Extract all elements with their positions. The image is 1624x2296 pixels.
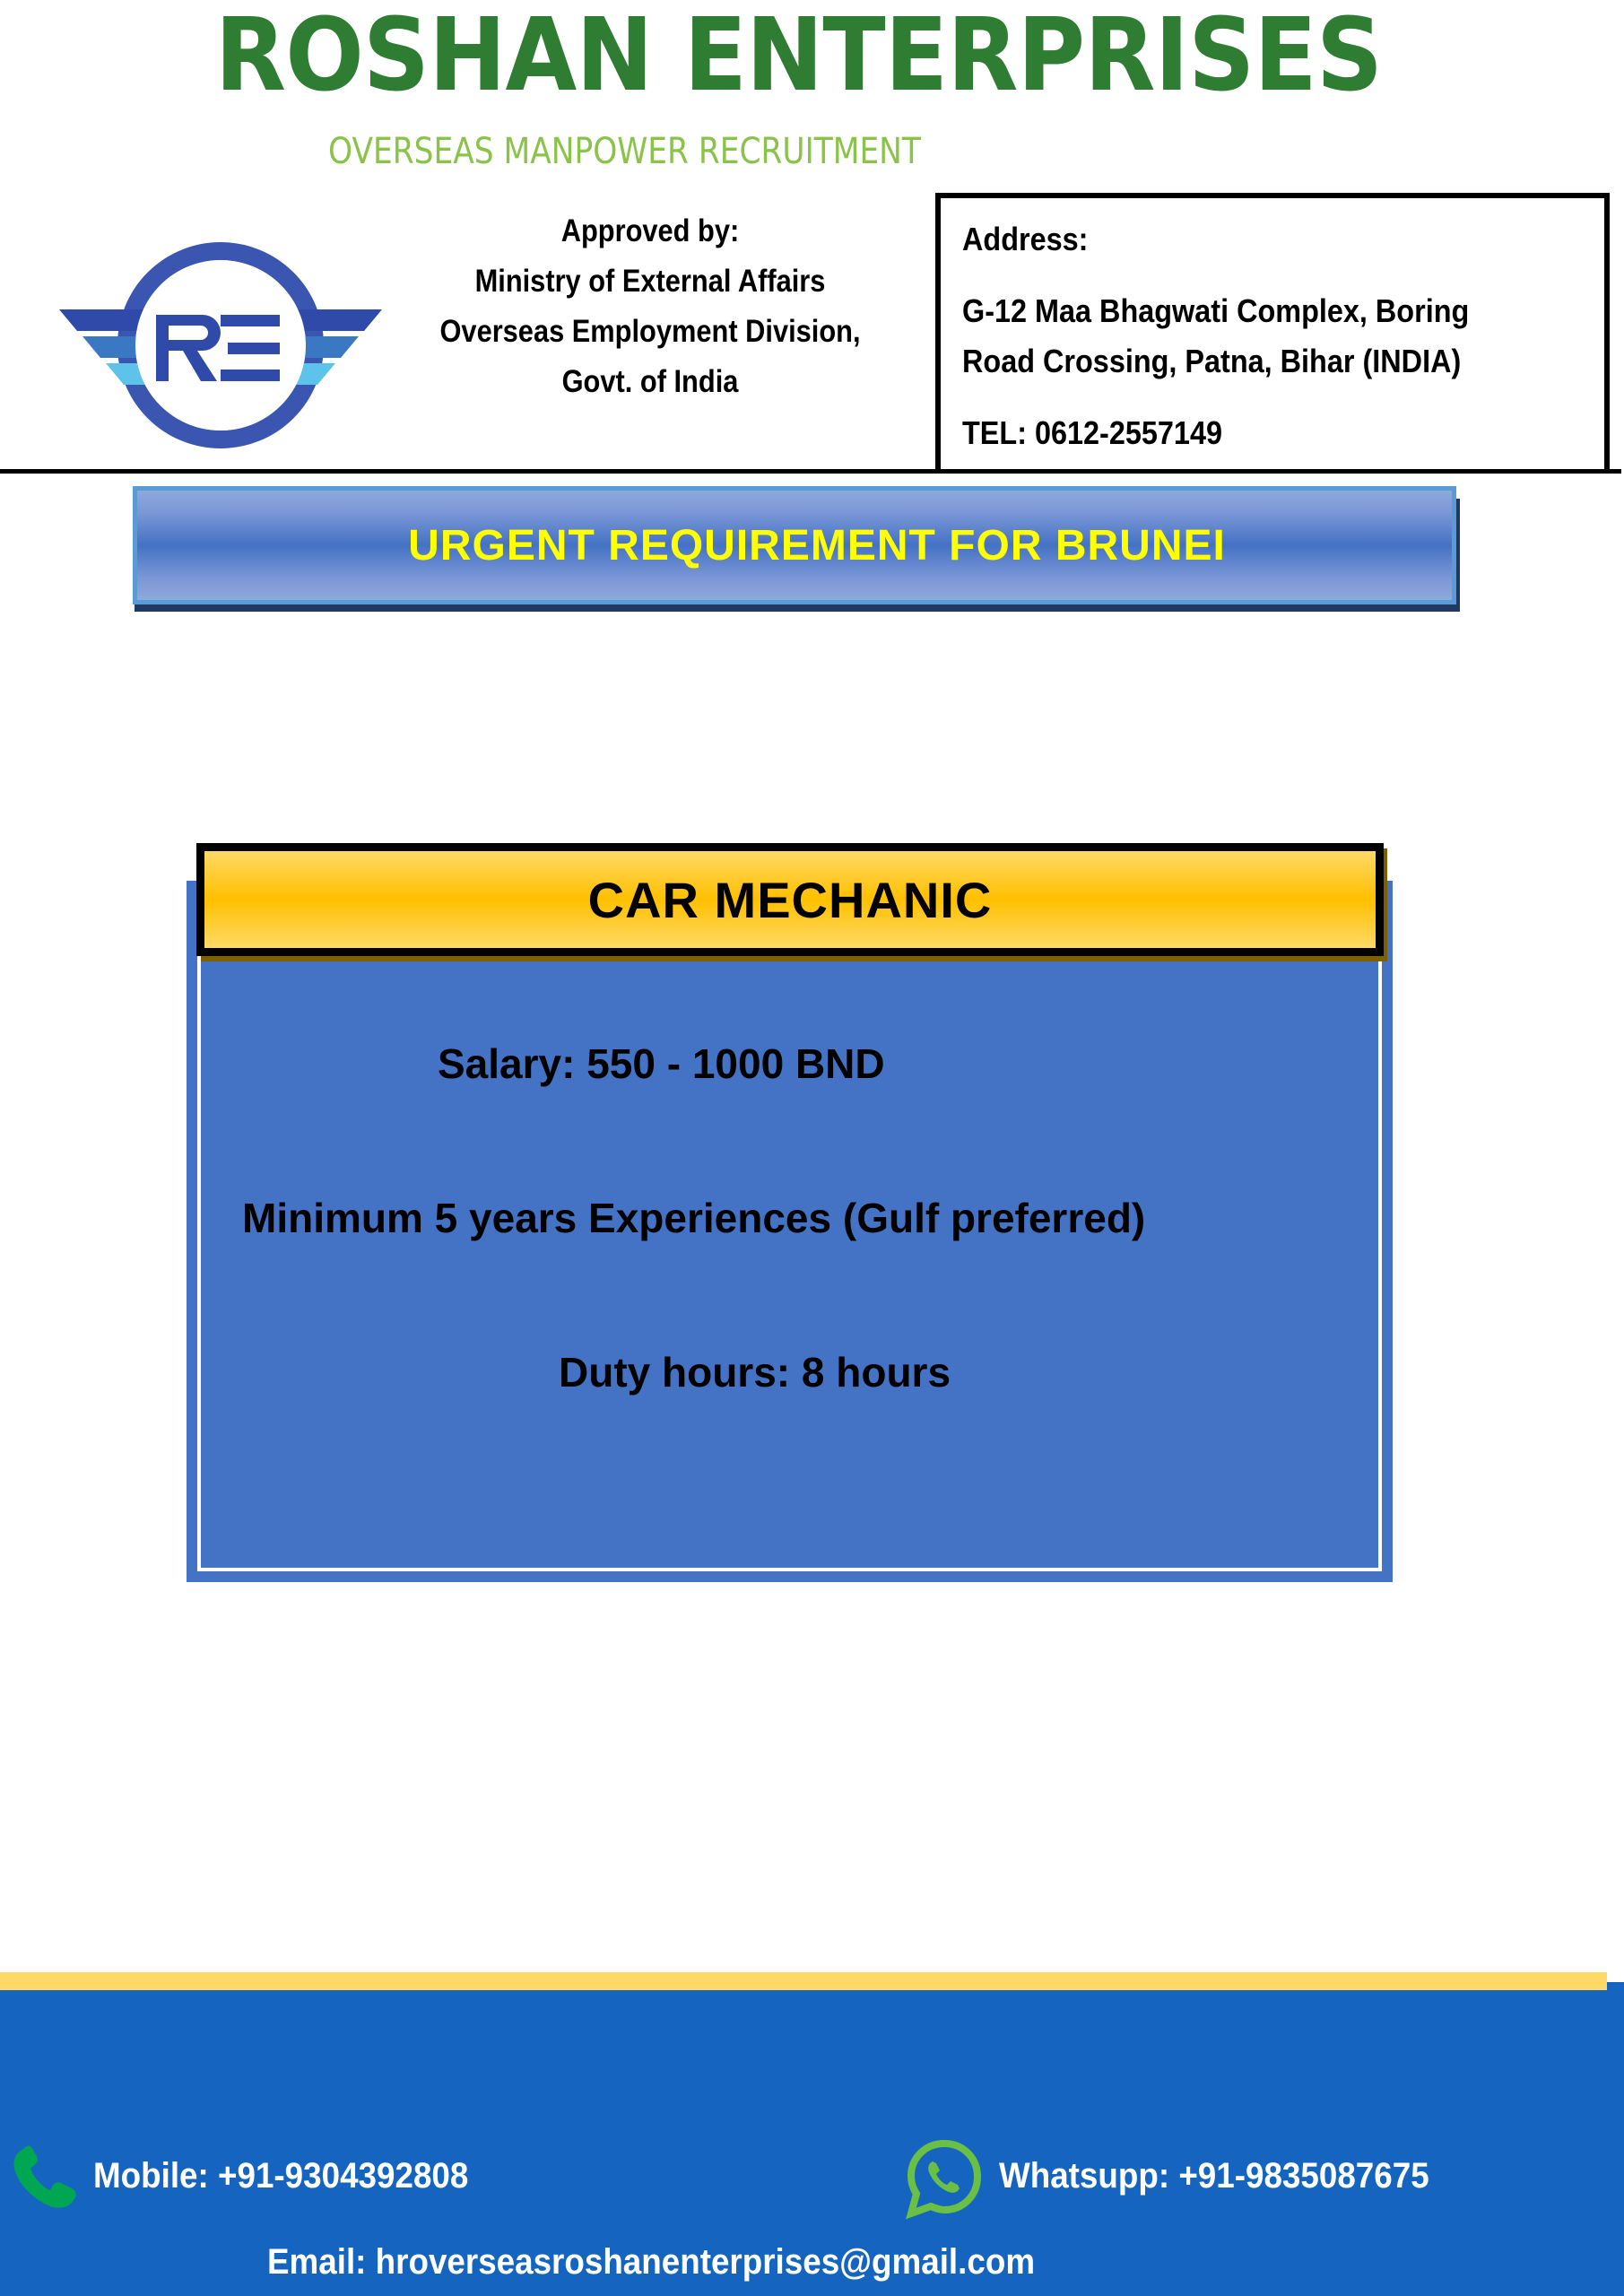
company-logo xyxy=(59,238,382,453)
approved-line: Ministry of External Affairs xyxy=(474,264,826,299)
phone-icon xyxy=(11,2144,83,2211)
urgent-banner xyxy=(133,486,1456,604)
address-line-2: Road Crossing, Patna, Bihar (INDIA) xyxy=(962,343,1462,379)
approved-label: Approved by: xyxy=(560,213,740,248)
re-logo-icon xyxy=(59,238,382,453)
approved-line: Overseas Employment Division, xyxy=(439,314,861,349)
company-tagline: OVERSEAS MANPOWER RECRUITMENT xyxy=(328,131,921,172)
salary: Salary: 550 - 1000 BND xyxy=(438,1040,885,1087)
company-name: ROSHAN ENTERPRISES xyxy=(214,0,1383,114)
duty-hours: Duty hours: 8 hours xyxy=(559,1349,951,1396)
mobile-number[interactable]: Mobile: +91-9304392808 xyxy=(93,2156,469,2196)
approved-line: Govt. of India xyxy=(561,364,739,399)
header-divider xyxy=(0,469,1621,474)
address-label: Address: xyxy=(962,221,1089,257)
banner-text: URGENT REQUIREMENT FOR BRUNEI xyxy=(408,521,1226,570)
address-box xyxy=(935,193,1610,471)
job-title: CAR MECHANIC xyxy=(587,871,993,928)
telephone: TEL: 0612-2557149 xyxy=(962,414,1222,451)
email-address[interactable]: Email: hroverseasroshanenterprises@gmail.com xyxy=(267,2242,1036,2282)
footer-stripe xyxy=(0,1972,1607,1990)
whatsapp-icon xyxy=(904,2136,985,2222)
address-line-1: G-12 Maa Bhagwati Complex, Boring xyxy=(962,292,1470,329)
approval-block xyxy=(395,206,906,407)
experience-requirement: Minimum 5 years Experiences (Gulf preferred) xyxy=(242,1195,1146,1241)
whatsapp-number[interactable]: Whatsupp: +91-9835087675 xyxy=(999,2156,1429,2196)
job-title-box xyxy=(196,843,1384,956)
